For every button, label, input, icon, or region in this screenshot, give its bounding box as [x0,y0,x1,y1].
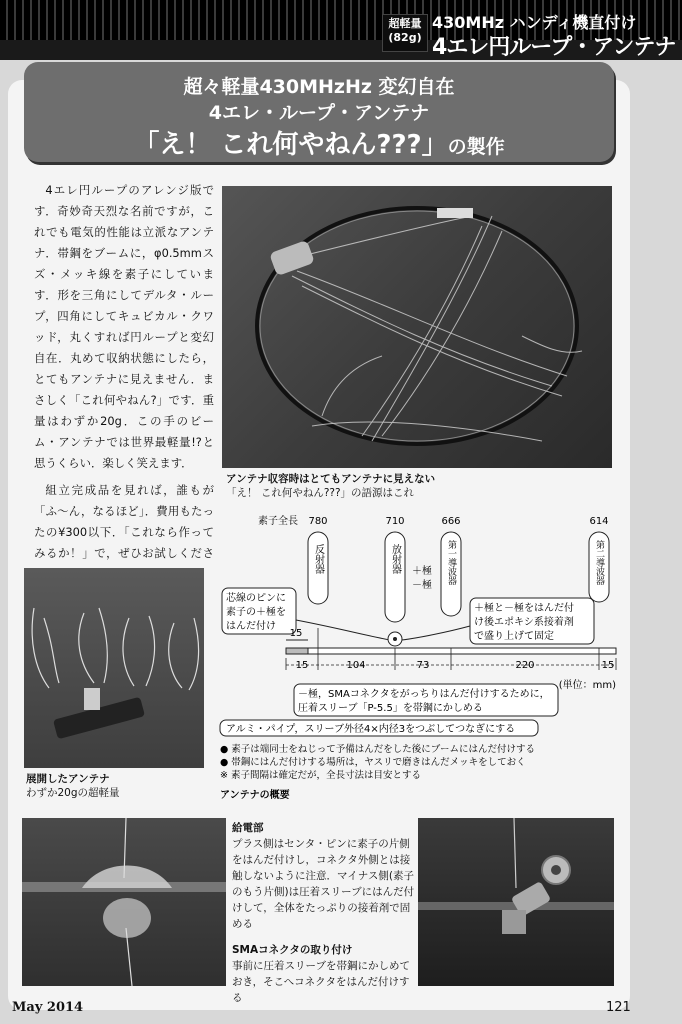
bullet-1: ● 素子は端同士をねじって予備はんだをした後にブームにはんだ付けする [220,744,536,755]
spacing-top: 15 [289,628,303,639]
stowed-antenna-photo [222,186,612,468]
note-epoxy-3: で盛り上げて固定 [474,631,554,642]
note-epoxy-1: ＋極と－極をはんだ付 [474,603,574,614]
deployed-antenna-photo [24,568,204,768]
spacing-2: 104 [346,660,366,671]
weight-tag-line2: (82g) [388,31,422,44]
page-number: 121 [606,1000,631,1015]
article-title-line3 [24,124,614,161]
deployed-photo-caption [26,772,216,800]
length-reflector: 780 [308,516,328,527]
element-radiator: 放射器 [389,544,401,574]
spacing-4: 220 [515,660,535,671]
article-title-line2: 4エレ・ループ・アンテナ [208,102,430,124]
spacing-1: 15 [295,660,309,671]
sma-text: 事前に圧着スリーブを帯鋼にかしめておき，そこへコネクタをはんだ付けする [232,960,410,1004]
deployed-caption-1: 展開したアンテナ [26,773,110,785]
minus-pole-label: －極 [412,580,432,591]
spacing-3: 73 [416,660,430,671]
weight-tag-line1: 超軽量 [388,17,422,30]
note-sma-2: 圧着スリーブ「P-5.5」を帯鋼にかしめる [298,703,483,714]
length-radiator: 710 [385,516,405,527]
feed-title: 給電部 [232,822,264,834]
unit-label: (単位：mm) [558,680,616,691]
feed-text: プラス側はセンタ・ピンに素子の片側をはんだ付けし，コネクタ外側とは接触しないように注意．マイナス側(素子のもう片側)は圧着スリーブにはんだ付けして，全体をたっぷりの接着剤で固める [232,838,415,930]
spacing-5: 15 [601,660,615,671]
header-title-line2: 4エレ円ループ・アンテナ [432,35,676,60]
diagram-caption: アンテナの概要 [220,790,290,801]
element-director1: 第一導波器 [446,540,456,585]
bullet-3: ※ 素子間隔は確定だが，全長寸法は目安とする [220,770,421,781]
article-body [34,180,214,591]
length-label: 素子全長 [258,516,298,527]
issue-label: May 2014 [12,1000,84,1015]
sma-title: SMAコネクタの取り付け [232,944,353,956]
note-epoxy-2: け後エポキシ系接着剤 [474,617,574,628]
note-core-pin-2: 素子の＋極を [226,607,286,618]
feed-description [232,820,418,1006]
sma-connector-photo [418,818,614,986]
deployed-caption-2: わずか20gの超軽量 [26,787,120,799]
main-photo-caption-2: 「え！ これ何やねん???」の語源はこれ [226,487,415,499]
length-director2: 614 [589,516,609,527]
main-photo-caption [226,472,616,500]
length-director1: 666 [441,516,461,527]
plus-pole-label: ＋極 [412,566,432,577]
element-director2: 第二導波器 [594,540,604,585]
antenna-diagram [218,508,622,808]
body-paragraph-2: 組立完成品を見れば，誰もが「ふ～ん，なるほど」．費用もたったの¥300以下．「これなら作ってみるか！」で，ぜひお試しくださ [34,483,214,560]
weight-tag [382,14,428,52]
header-title-line1: 430MHz ハンディ機直付け [432,13,637,32]
article-title-quote: 「え！ これ何やねん???」 [133,130,448,160]
bullet-2: ● 帯鋼にはんだ付けする場所は，ヤスリで磨きはんだメッキをしておく [220,757,526,768]
main-photo-caption-1: アンテナ収容時はとてもアンテナに見えない [226,473,436,485]
header-bar [0,0,682,60]
note-sma-1: －極，SMAコネクタをがっちりはんだ付けするために， [298,689,550,700]
note-pipe: アルミ・パイプ，スリーブ外径4×内径3をつぶしてつなぎにする [226,724,516,735]
article-title-line1: 超々軽量430MHzHz 変幻自在 [183,76,455,98]
article-title-box [24,62,614,162]
note-core-pin-1: 芯線のピンに [226,593,286,604]
article-title-suffix: の製作 [447,136,505,158]
feed-point-photo [22,818,226,986]
body-paragraph-1: 4エレ円ループのアレンジ版です．奇妙奇天烈な名前ですが，これでも電気的性能は立派なアンテナ．帯鋼をブームに，φ0.5mmスズ・メッキ線を素子にしています．形を三角にしてデルタ・ループ，四角にしてキュビカル・クワッド，丸くすれば円ループと変幻自在．丸めて収納状態にしたら，とてもアンテナに見えません．まさしく「これ何やねん?」です．重量はわずか20g．この手のビーム・アンテナでは世界最軽量!?と思うくらい．楽しく笑えます． [34,183,214,470]
element-reflector: 反射器 [312,544,324,574]
note-core-pin-3: はんだ付け [226,621,276,632]
